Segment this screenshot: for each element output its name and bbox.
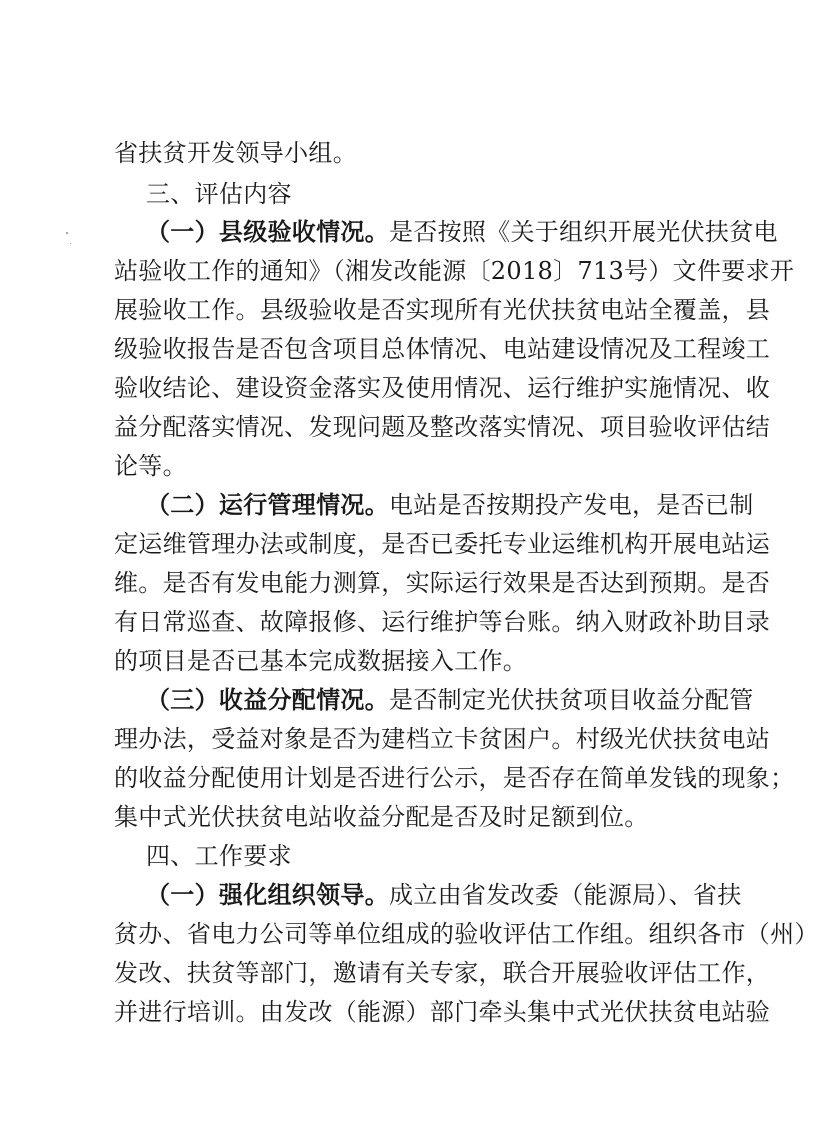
section-heading-3: 三、评估内容 — [146, 180, 292, 208]
paragraph-4-line-2: 贫办、省电力公司等单位组成的验收评估工作组。组织各市（州） — [114, 920, 819, 948]
paragraph-1-line-7: 论等。 — [114, 452, 187, 480]
paragraph-2-label: （二）运行管理情况。 — [146, 491, 389, 519]
paragraph-3-line-3: 的收益分配使用计划是否进行公示，是否存在简单发钱的现象； — [114, 764, 795, 792]
paragraph-2-text: 电站是否按期投产发电，是否已制 — [389, 491, 754, 519]
paragraph-3-line-2: 理办法，受益对象是否为建档立卡贫困户。村级光伏扶贫电站 — [114, 725, 771, 753]
paragraph-2-line-2: 定运维管理办法或制度，是否已委托专业运维机构开展电站运 — [114, 530, 771, 558]
paragraph-2-line-5: 的项目是否已基本完成数据接入工作。 — [114, 647, 528, 675]
paragraph-4-line-1 — [146, 880, 742, 910]
paragraph-continuation-line: 省扶贫开发领导小组。 — [114, 139, 357, 167]
paragraph-2-line-3: 维。是否有发电能力测算，实际运行效果是否达到预期。是否 — [114, 569, 771, 597]
paragraph-1-line-4: 级验收报告是否包含项目总体情况、电站建设情况及工程竣工 — [114, 335, 771, 363]
paragraph-3-line-4: 集中式光伏扶贫电站收益分配是否及时足额到位。 — [114, 803, 649, 831]
paragraph-4-text: 成立由省发改委（能源局）、省扶 — [389, 881, 742, 909]
paragraph-1-line-1 — [146, 217, 778, 247]
paragraph-3-line-1 — [146, 685, 754, 715]
paragraph-2-line-4: 有日常巡查、故障报修、运行维护等台账。纳入财政补助目录 — [114, 608, 771, 636]
scan-speck — [66, 232, 68, 234]
paragraph-1-label: （一）县级验收情况。 — [146, 218, 389, 246]
paragraph-2-line-1 — [146, 490, 754, 520]
paragraph-3-text: 是否制定光伏扶贫项目收益分配管 — [389, 686, 754, 714]
paragraph-1-line-6: 益分配落实情况、发现问题及整改落实情况、项目验收评估结 — [114, 413, 771, 441]
paragraph-1-text: 是否按照《关于组织开展光伏扶贫电 — [389, 218, 778, 246]
scan-speck — [70, 243, 71, 244]
paragraph-3-label: （三）收益分配情况。 — [146, 686, 389, 714]
paragraph-4-label: （一）强化组织领导。 — [146, 881, 389, 909]
paragraph-1-line-5: 验收结论、建设资金落实及使用情况、运行维护实施情况、收 — [114, 374, 771, 402]
paragraph-4-line-4: 并进行培训。由发改（能源）部门牵头集中式光伏扶贫电站验 — [114, 998, 771, 1026]
paragraph-1-line-2: 站验收工作的通知》（湘发改能源〔2018〕713号）文件要求开 — [114, 257, 795, 285]
section-heading-4: 四、工作要求 — [146, 842, 292, 870]
paragraph-1-line-3: 展验收工作。县级验收是否实现所有光伏扶贫电站全覆盖，县 — [114, 296, 771, 324]
paragraph-4-line-3: 发改、扶贫等部门，邀请有关专家，联合开展验收评估工作， — [114, 959, 771, 987]
